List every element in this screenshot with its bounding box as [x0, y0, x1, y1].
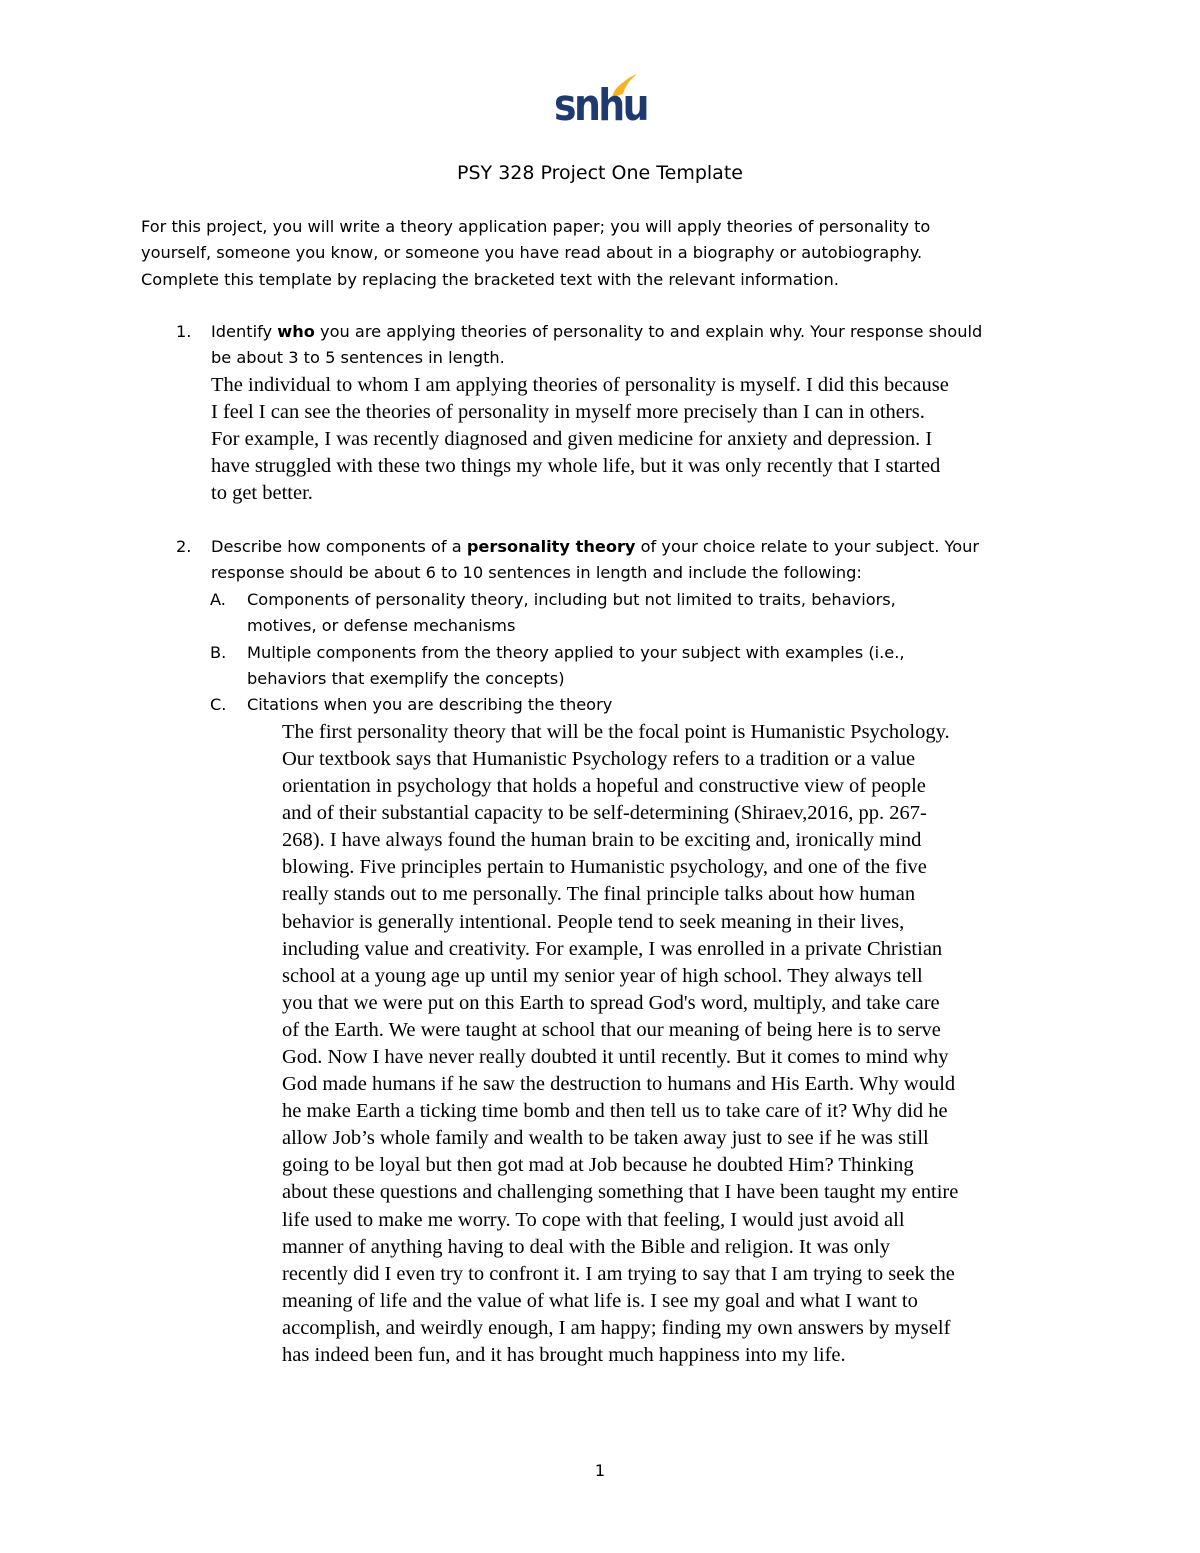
answer-line: 268). I have always found the human brain to be exciting and, ironically mind [282, 829, 922, 852]
question-1 [176, 319, 1066, 507]
intro-paragraph [141, 214, 1061, 293]
answer-line: going to be loyal but then got mad at Job because he doubted Him? Thinking [282, 1154, 914, 1177]
list-item [176, 692, 1066, 718]
prompt-text: be about 3 to 5 sentences in length. [211, 348, 505, 368]
answer-line: blowing. Five principles pertain to Humanistic psychology, and one of the five [282, 856, 927, 879]
list-item [176, 640, 1066, 693]
intro-line: For this project, you will write a theory application paper; you will apply theories of personality to [141, 217, 931, 236]
list-item-text: Multiple components from the theory applied to your subject with examples (i.e., [247, 642, 905, 662]
answer-line: including value and creativity. For example, I was enrolled in a private Christian [282, 937, 943, 960]
prompt-text: you are applying theories of personality to and explain why. Your response should [314, 322, 983, 341]
answer-line: Our textbook says that Humanistic Psychology refers to a tradition or a value [282, 747, 916, 770]
answer-line: God. Now I have never really doubted it until recently. But it comes to mind why [282, 1045, 949, 1068]
answer-line: has indeed been fun, and it has brought much happiness into my life. [282, 1344, 846, 1366]
question-prompt [211, 534, 1066, 587]
answer-line: of the Earth. We were taught at school that our meaning of being here is to serve [282, 1018, 941, 1041]
list-item-text: Components of personality theory, including but not limited to traits, behaviors, [247, 589, 896, 609]
answer-line: God made humans if he saw the destruction to humans and His Earth. Why would [282, 1073, 956, 1096]
answer-line: The individual to whom I am applying theories of personality is myself. I did this because [211, 373, 949, 396]
prompt-text: Identify [211, 322, 278, 341]
answer-line: recently did I even try to confront it. I am trying to say that I am trying to seek the [282, 1262, 955, 1285]
snhu-logo [552, 72, 648, 134]
answer-line: accomplish, and weirdly enough, I am happy; finding my own answers by myself [282, 1316, 951, 1339]
prompt-text: response should be about 6 to 10 sentences in length and include the following: [211, 563, 862, 583]
answer-line: For example, I was recently diagnosed and given medicine for anxiety and depression. I [211, 428, 933, 450]
list-item-text: behaviors that exemplify the concepts) [247, 669, 565, 689]
answer-line: meaning of life and the value of what life is. I see my goal and what I want to [282, 1289, 918, 1312]
answer-line: have struggled with these two things my whole life, but it was only recently that I started [211, 455, 941, 478]
logo-wordmark: snhu [554, 80, 648, 131]
question-number: 1. [176, 322, 192, 341]
answer-line: manner of anything having to deal with the Bible and religion. It was only [282, 1235, 891, 1258]
prompt-bold: personality theory [466, 537, 636, 556]
answer-line: he make Earth a ticking time bomb and then tell us to take care of it? Why did he [282, 1100, 948, 1123]
prompt-text: of your choice relate to your subject. Your [635, 537, 980, 556]
answer-text [211, 372, 1066, 507]
requirements-list [176, 587, 1066, 719]
question-2 [176, 534, 1066, 1369]
answer-line: about these questions and challenging something that I have been taught my entire [282, 1181, 959, 1204]
answer-text [282, 719, 1066, 1369]
answer-line: behavior is generally intentional. People tend to seek meaning in their lives, [282, 910, 905, 933]
answer-line: life used to make me worry. To cope with that feeling, I would just avoid all [282, 1208, 905, 1231]
list-letter: A. [210, 589, 226, 609]
answer-line: The first personality theory that will be the focal point is Humanistic Psychology. [282, 720, 950, 743]
list-letter: B. [210, 642, 227, 662]
list-item-text: Citations when you are describing the theory [247, 695, 613, 715]
intro-line: yourself, someone you know, or someone you have read about in a biography or autobiography. [141, 243, 923, 263]
list-item [176, 587, 1066, 640]
page-title: PSY 328 Project One Template [457, 162, 743, 184]
list-item-text: motives, or defense mechanisms [247, 616, 516, 636]
answer-line: and of their substantial capacity to be self-determining (Shiraev,2016, pp. 267- [282, 802, 927, 825]
answer-line: I feel I can see the theories of personality in myself more precisely than I can in others. [211, 400, 925, 423]
question-number: 2. [176, 537, 192, 556]
prompt-bold: who [277, 322, 315, 341]
question-prompt [211, 319, 1066, 372]
answer-line: to get better. [211, 482, 313, 505]
answer-line: school at a young age up until my senior year of high school. They always tell [282, 964, 923, 987]
page-number: 1 [594, 1461, 606, 1480]
answer-line: orientation in psychology that holds a hopeful and constructive view of people [282, 775, 926, 798]
answer-line: you that we were put on this Earth to spread God's word, multiply, and take care [282, 991, 940, 1014]
list-letter: C. [210, 695, 227, 715]
prompt-text: Describe how components of a [211, 537, 467, 556]
answer-line: allow Job’s whole family and wealth to be taken away just to see if he was still [282, 1127, 929, 1150]
answer-line: really stands out to me personally. The final principle talks about how human [282, 883, 916, 906]
intro-line: Complete this template by replacing the bracketed text with the relevant information. [141, 269, 839, 289]
